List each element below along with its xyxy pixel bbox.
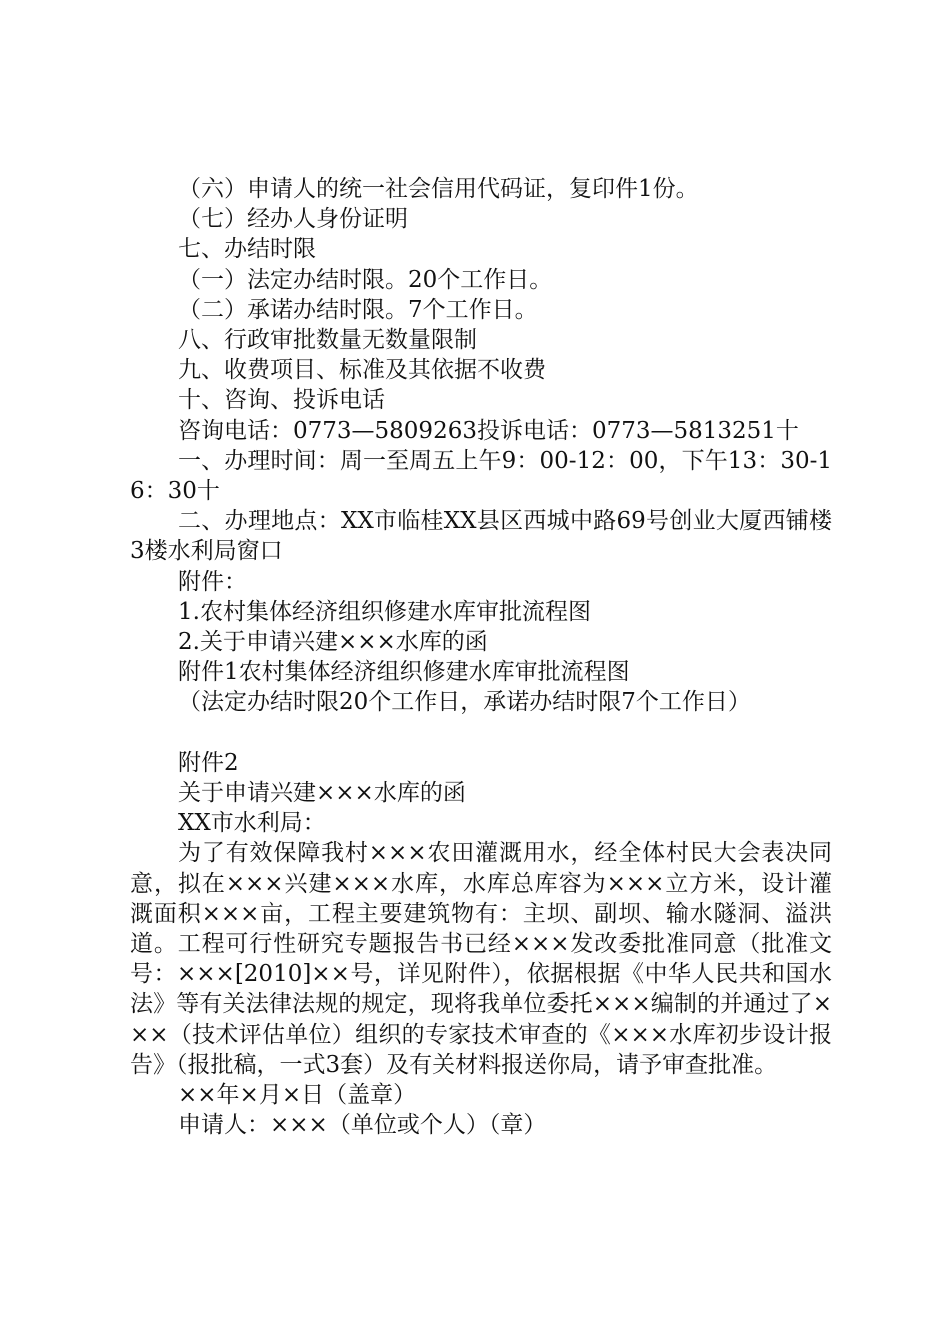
- document-body: [130, 174, 832, 1140]
- attachment-1-note: （法定办结时限20个工作日，承诺办结时限7个工作日）: [178, 689, 751, 716]
- letter-date: ××年×月×日（盖章）: [178, 1082, 417, 1109]
- office-hours: 一、办理时间：周一至周五上午9：00-12：00，下午13：30-16：30十: [130, 447, 832, 505]
- attachment-1-title: 附件1农村集体经济组织修建水库审批流程图: [178, 659, 630, 686]
- section-heading-10: 十、咨询、投诉电话: [178, 387, 385, 414]
- section-heading-7: 七、办结时限: [178, 236, 316, 263]
- section-heading-9: 九、收费项目、标准及其依据不收费: [178, 357, 546, 384]
- letter-applicant: 申请人：×××（单位或个人）（章）: [178, 1112, 547, 1139]
- letter-title: 关于申请兴建×××水库的函: [178, 780, 466, 807]
- list-item-7: （七）经办人身份证明: [178, 206, 408, 233]
- section-heading-8: 八、行政审批数量无数量限制: [178, 327, 477, 354]
- attachments-heading: 附件：: [178, 568, 247, 595]
- attachment-item-1: 1.农村集体经济组织修建水库审批流程图: [178, 598, 591, 625]
- legal-time-limit: （一）法定办结时限。20个工作日。: [178, 266, 553, 293]
- list-item-6: （六）申请人的统一社会信用代码证，复印件1份。: [178, 176, 699, 202]
- attachment-item-2: 2.关于申请兴建×××水库的函: [178, 629, 488, 656]
- promised-time-limit: （二）承诺办结时限。7个工作日。: [178, 296, 538, 323]
- phone-numbers: 咨询电话：0773—5809263投诉电话：0773—5813251十: [178, 417, 799, 444]
- blank-line: [130, 718, 832, 748]
- letter-recipient: XX市水利局：: [178, 810, 326, 837]
- letter-body: 为了有效保障我村×××农田灌溉用水，经全体村民大会表决同意，拟在×××兴建×××水库，水库总库容为×××立方米，设计灌溉面积×××亩，工程主要建筑物有：主坝、副坝、输水隧洞、溢洪道。工程可行性研究专题报告书已经×××发改委批准同意（批准文号：×××[2010]××号，详见附件），依据根据《中华人民共和国水法》等有关法律法规的规定，现将我单位委托×××编制的并通过了×××（技术评估单位）组织的专家技术审查的《×××水库初步设计报告》（报批稿，一式3套）及有关材料报送你局，请予审查批准。: [130, 840, 832, 1078]
- office-address: 二、办理地点：XX市临桂XX县区西城中路69号创业大厦西铺楼3楼水利局窗口: [130, 508, 832, 565]
- attachment-2-label: 附件2: [178, 749, 239, 776]
